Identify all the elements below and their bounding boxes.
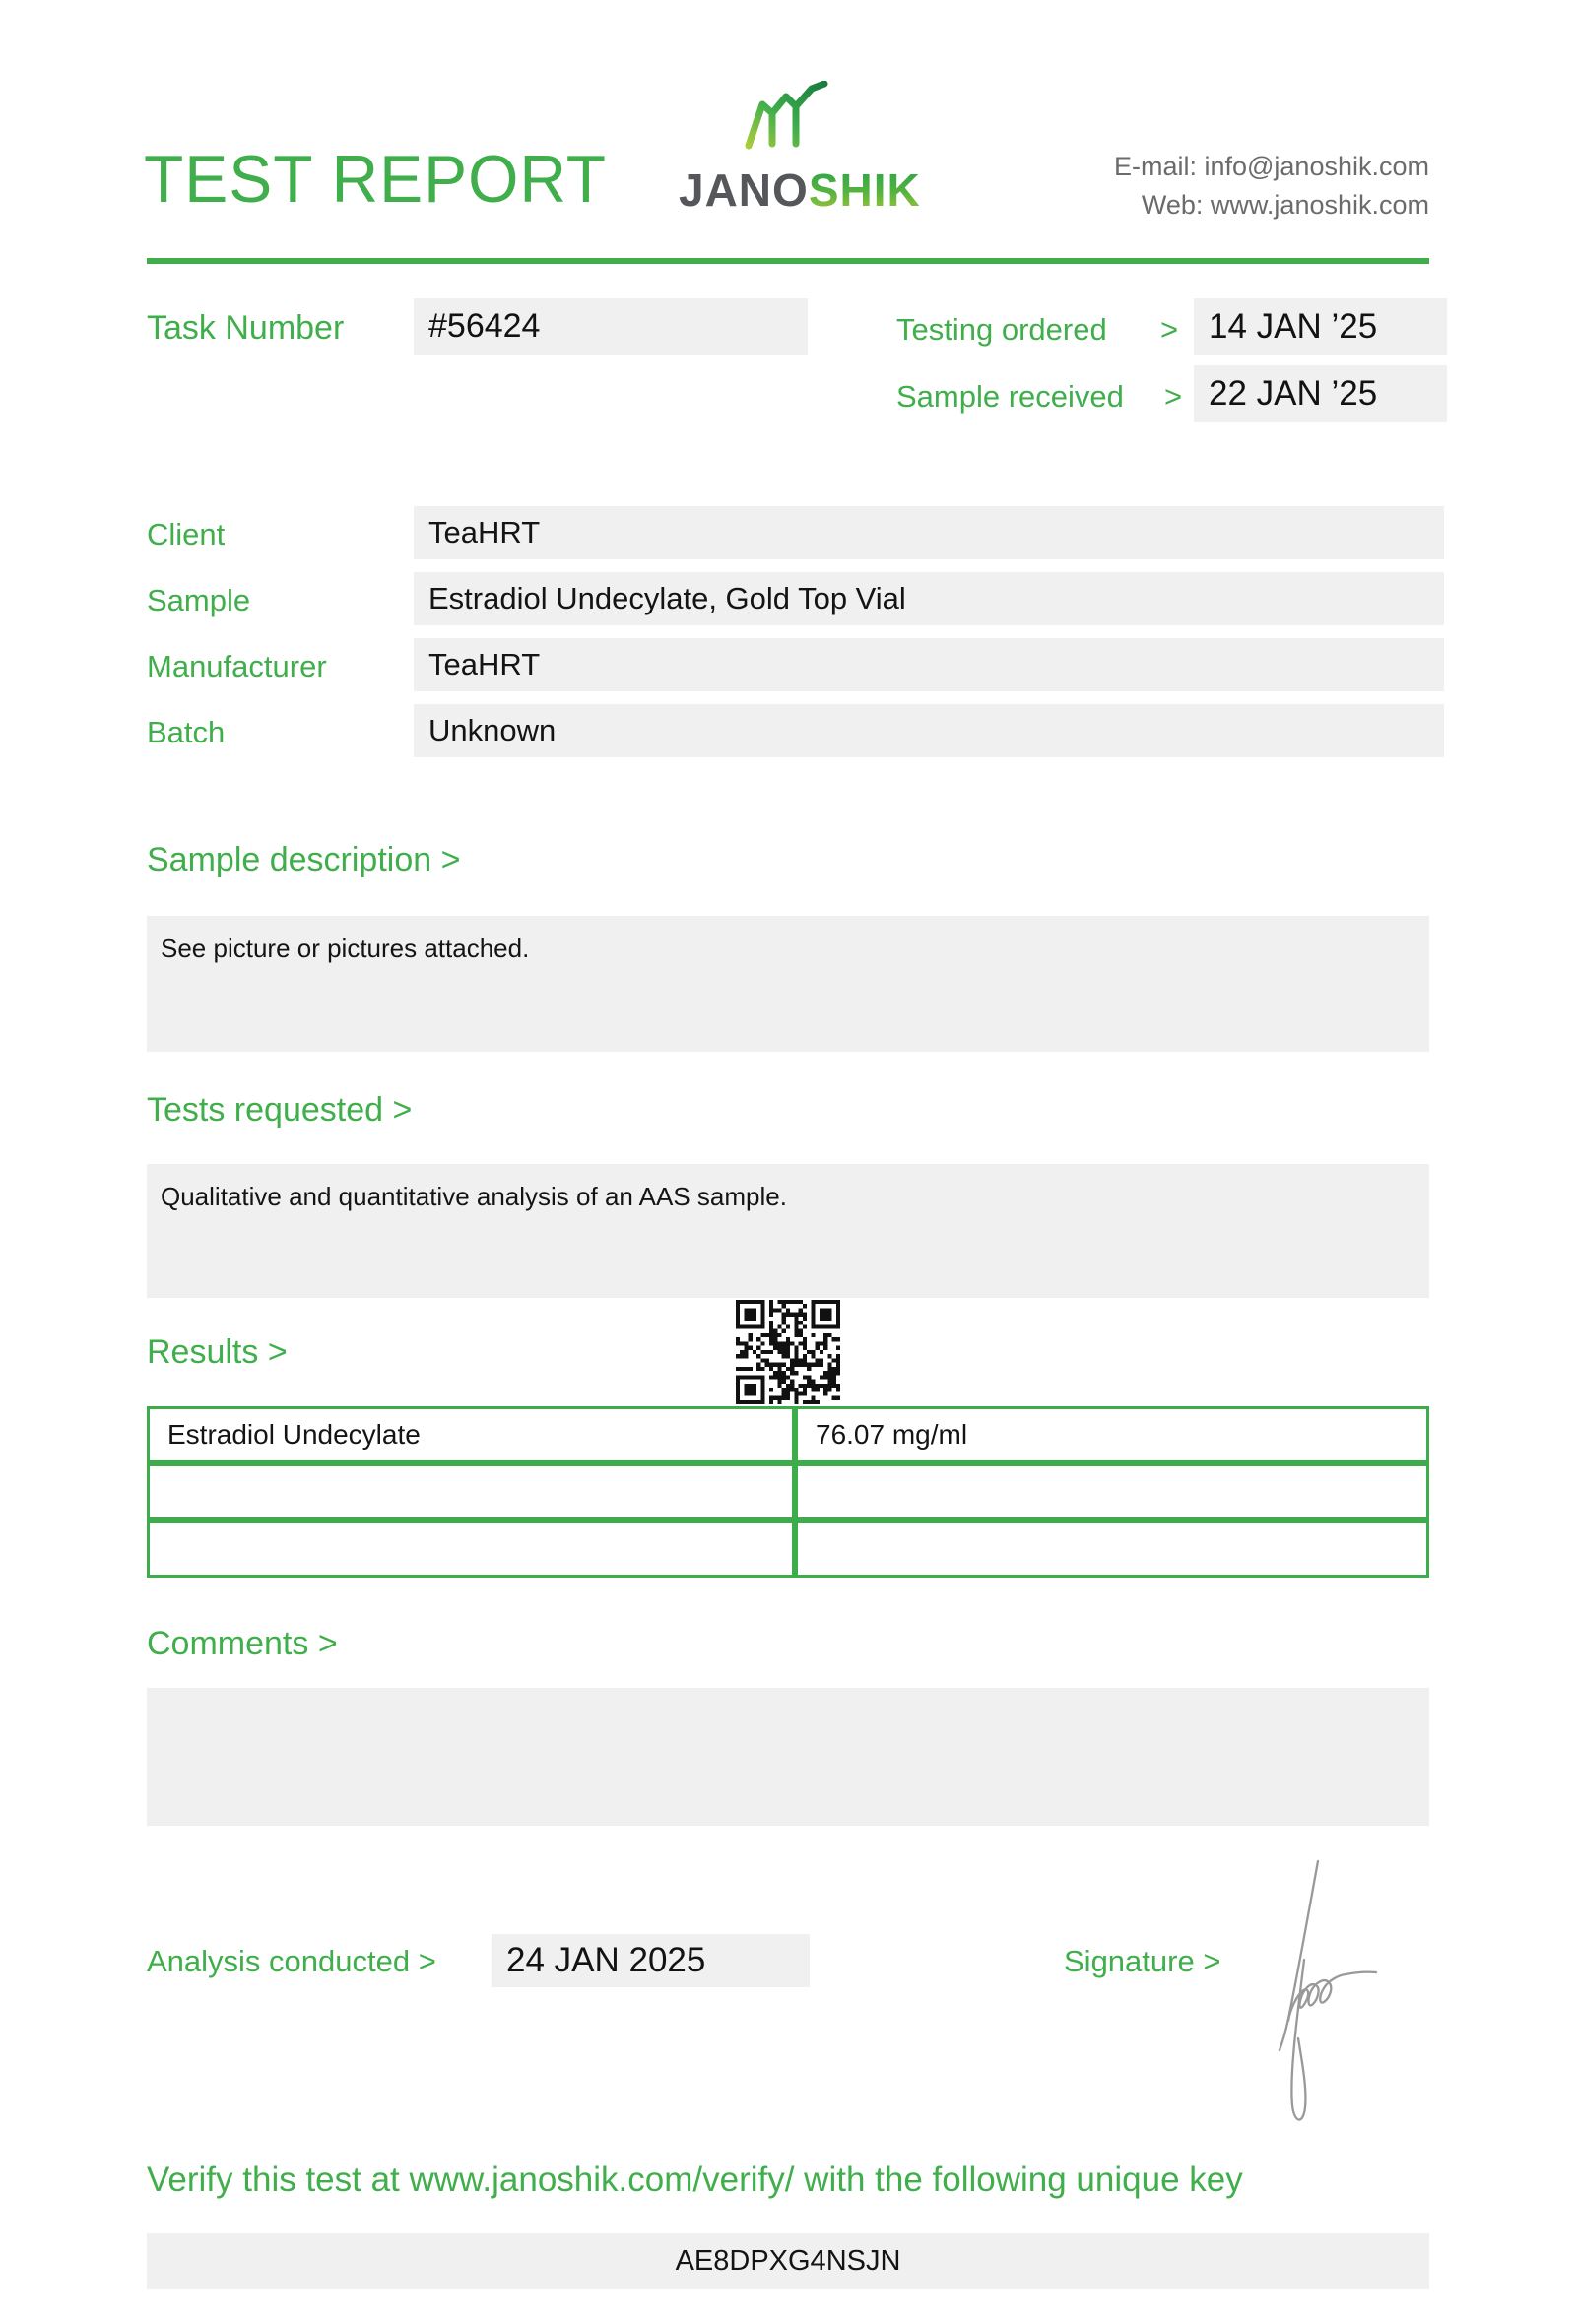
manufacturer-label: Manufacturer — [147, 649, 327, 683]
qr-code-icon — [736, 1300, 840, 1404]
signature-image — [1259, 1843, 1387, 2139]
contact-web: Web: www.janoshik.com — [1141, 190, 1429, 220]
results-table — [147, 1406, 1429, 1578]
sample-value: Estradiol Undecylate, Gold Top Vial — [414, 572, 1444, 625]
sample-description-box — [147, 916, 1429, 1052]
sample-received-value: 22 JAN ’25 — [1194, 365, 1447, 422]
sample-description-heading: Sample description > — [147, 841, 461, 878]
analysis-conducted-label: Analysis conducted > — [147, 1944, 436, 1978]
testing-ordered-label: Testing ordered — [896, 312, 1107, 347]
page-title: TEST REPORT — [144, 142, 608, 217]
sample-description-text: See picture or pictures attached. — [161, 934, 530, 963]
logo-growth-chart-icon — [742, 81, 832, 160]
testing-ordered-arrow: > — [1160, 312, 1179, 347]
result-value-cell — [795, 1463, 1429, 1520]
result-analyte-cell: Estradiol Undecylate — [147, 1406, 795, 1463]
client-value: TeaHRT — [414, 506, 1444, 559]
tests-requested-box — [147, 1164, 1429, 1298]
logo-part-shik: SHIK — [808, 164, 921, 216]
result-value-cell: 76.07 mg/ml — [795, 1406, 1429, 1463]
table-row — [147, 1463, 1429, 1520]
header-divider — [147, 258, 1429, 264]
signature-label: Signature > — [1064, 1944, 1221, 1978]
result-analyte-cell — [147, 1463, 795, 1520]
sample-received-arrow: > — [1164, 379, 1183, 414]
analysis-date-value: 24 JAN 2025 — [492, 1934, 810, 1987]
testing-ordered-value: 14 JAN ’25 — [1194, 298, 1447, 355]
contact-email: E-mail: info@janoshik.com — [1113, 152, 1429, 181]
result-analyte-cell — [147, 1520, 795, 1578]
task-number-label: Task Number — [147, 309, 345, 347]
task-number-value: #56424 — [414, 298, 808, 355]
result-value-cell — [795, 1520, 1429, 1578]
logo-wordmark — [679, 164, 921, 216]
logo-part-jano: JANO — [679, 164, 809, 216]
batch-label: Batch — [147, 715, 226, 749]
batch-value: Unknown — [414, 704, 1444, 757]
tests-requested-text: Qualitative and quantitative analysis of an AAS sample. — [161, 1182, 787, 1211]
sample-received-label: Sample received — [896, 379, 1124, 414]
comments-box — [147, 1688, 1429, 1826]
results-heading: Results > — [147, 1333, 288, 1371]
client-label: Client — [147, 517, 226, 551]
sample-label: Sample — [147, 583, 251, 617]
comments-heading: Comments > — [147, 1625, 338, 1662]
table-row — [147, 1406, 1429, 1463]
manufacturer-value: TeaHRT — [414, 638, 1444, 691]
verify-instruction: Verify this test at www.janoshik.com/verify/ with the following unique key — [147, 2161, 1243, 2199]
verify-key: AE8DPXG4NSJN — [147, 2233, 1429, 2289]
contact-block — [1114, 148, 1429, 225]
table-row — [147, 1520, 1429, 1578]
tests-requested-heading: Tests requested > — [147, 1091, 413, 1129]
